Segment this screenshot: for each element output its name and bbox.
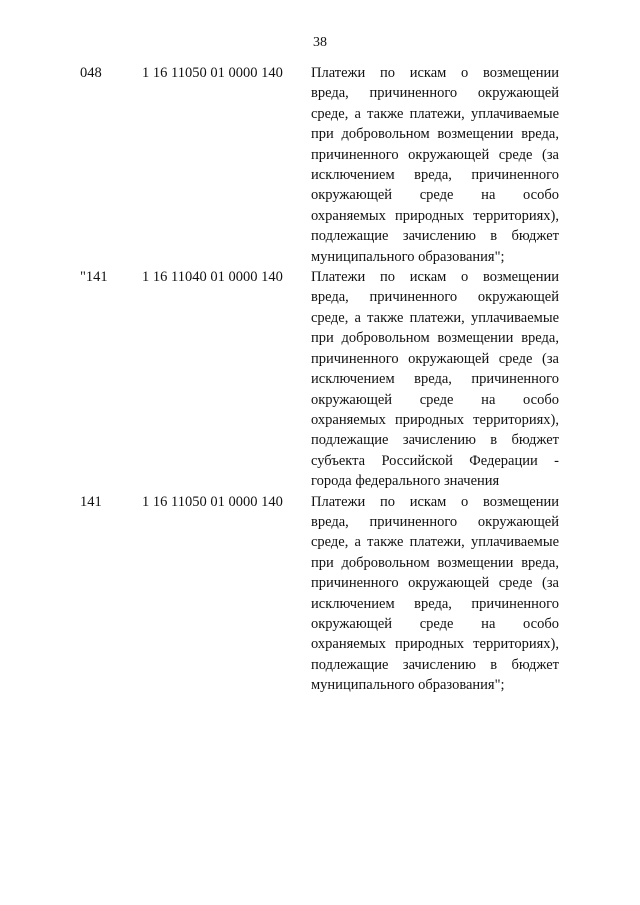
description-line: субъекта Российской Федерации -: [311, 452, 559, 469]
row-description: [311, 492, 559, 696]
description-line: Платежи по искам о возмещении: [311, 65, 559, 81]
description-line: исключением вреда, причиненного: [311, 371, 559, 388]
description-line: охраняемых природных территориях),: [311, 411, 559, 428]
description-line: города федерального значения: [311, 473, 500, 490]
description-line: муниципального образования";: [311, 677, 505, 694]
description-line: Платежи по искам о возмещении: [311, 269, 559, 286]
description-line: муниципального образования";: [311, 248, 505, 265]
description-line: среде, а также платежи, уплачиваемые: [311, 105, 559, 122]
row-description: [311, 267, 559, 491]
description-line: причиненного окружающей среде (за: [311, 575, 559, 592]
admin-code: "141: [80, 269, 108, 286]
description-line: вреда, причиненного окружающей: [311, 513, 559, 530]
description-line: среде, а также платежи, уплачиваемые: [311, 534, 559, 551]
description-line: вреда, причиненного окружающей: [311, 85, 559, 102]
kbk-code: 1 16 11050 01 0000 140: [142, 65, 283, 81]
row-description: [311, 63, 559, 267]
description-line: исключением вреда, причиненного: [311, 595, 559, 612]
description-line: охраняемых природных территориях),: [311, 636, 559, 653]
description-line: причиненного окружающей среде (за: [311, 146, 559, 163]
admin-code: 141: [80, 493, 102, 510]
description-line: исключением вреда, причиненного: [311, 167, 559, 184]
table-row: [0, 267, 640, 491]
admin-code: 048: [80, 65, 102, 81]
description-line: подлежащие зачислению в бюджет: [311, 432, 559, 449]
kbk-code: 1 16 11050 01 0000 140: [142, 493, 283, 510]
description-line: причиненного окружающей среде (за: [311, 350, 559, 367]
description-line: подлежащие зачислению в бюджет: [311, 656, 559, 673]
description-line: при добровольном возмещении вреда,: [311, 330, 559, 347]
description-line: вреда, причиненного окружающей: [311, 289, 559, 306]
description-line: окружающей среде на особо: [311, 615, 559, 632]
budget-code-table: [0, 63, 640, 696]
description-line: охраняемых природных территориях),: [311, 207, 559, 224]
description-line: подлежащие зачислению в бюджет: [311, 228, 559, 245]
table-row: [0, 492, 640, 696]
description-line: Платежи по искам о возмещении: [311, 493, 559, 510]
kbk-code: 1 16 11040 01 0000 140: [142, 269, 283, 286]
description-line: при добровольном возмещении вреда,: [311, 126, 559, 143]
description-line: окружающей среде на особо: [311, 187, 559, 204]
table-row: [0, 63, 640, 267]
page-number: 38: [313, 35, 327, 50]
description-line: при добровольном возмещении вреда,: [311, 554, 559, 571]
description-line: окружающей среде на особо: [311, 391, 559, 408]
description-line: среде, а также платежи, уплачиваемые: [311, 309, 559, 326]
